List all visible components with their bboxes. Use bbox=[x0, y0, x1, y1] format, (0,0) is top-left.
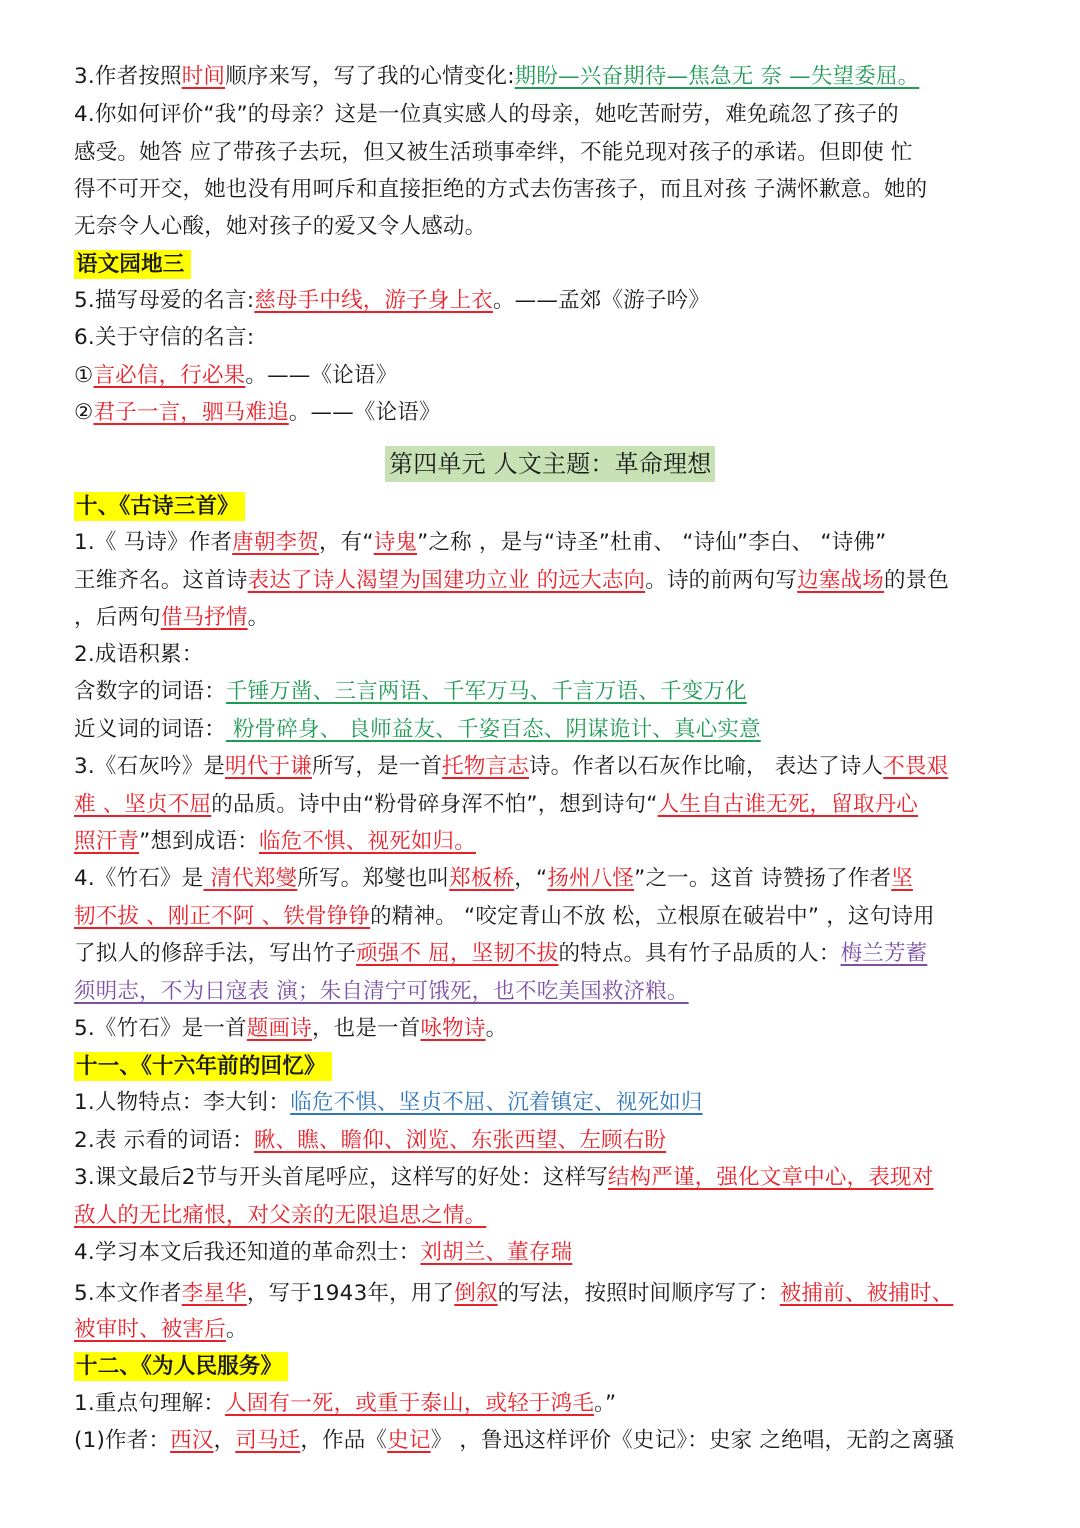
text: 3.作者按照 bbox=[74, 64, 182, 89]
text: ，后两句 bbox=[74, 605, 161, 630]
text: 所写，是一首 bbox=[311, 754, 443, 779]
text: 诗。作者以石灰作比喻， 表达了诗人 bbox=[528, 754, 884, 779]
answer-red: 题画诗 bbox=[246, 1016, 312, 1041]
text: 。 bbox=[485, 1016, 508, 1041]
text: 了拟人的修辞手法，写出竹子 bbox=[74, 941, 357, 966]
answer-red: 诗鬼 bbox=[373, 530, 418, 555]
line-mother-love-quote bbox=[74, 286, 710, 316]
answer-red: 君子一言，驷马难追 bbox=[93, 400, 289, 425]
paragraph-line bbox=[74, 902, 935, 932]
text: 的景色 bbox=[883, 568, 950, 593]
answer-red: 敌人的无比痛恨，对父亲的无限追思之情。 bbox=[74, 1203, 487, 1228]
answer-green: 粉骨碎身、 良师益友、千姿百态、阴谋诡计、真心实意 bbox=[225, 717, 761, 742]
answer-purple: 梅兰芳蓄 bbox=[840, 941, 928, 966]
answer-blue: 临危不惧、坚贞不屈、沉着镇定、视死如归 bbox=[290, 1090, 703, 1115]
answer-green: 千锤万凿、三言两语、千军万马、千言万语、千变万化 bbox=[225, 679, 747, 704]
text: ，有“ bbox=[318, 530, 374, 555]
answer-red: 结构严谨，强化文章中心，表现对 bbox=[607, 1165, 934, 1190]
text: 。诗的前两句写 bbox=[645, 568, 798, 593]
answer-red: 人固有一死，或重于泰山，或轻于鸿毛 bbox=[225, 1391, 595, 1416]
text: ，写于1943年，用了 bbox=[246, 1281, 455, 1306]
paragraph-line bbox=[74, 864, 913, 894]
paragraph-line bbox=[74, 528, 887, 558]
text: 的品质。诗中由“粉骨碎身浑不怕”，想到诗句“ bbox=[211, 792, 658, 817]
heading-wei-renmin-fuwu: 十二、《为人民服务》 bbox=[74, 1352, 288, 1381]
section-heading bbox=[74, 250, 191, 280]
text: 1.《 马诗》作者 bbox=[74, 530, 233, 555]
text: 。” bbox=[594, 1391, 617, 1416]
answer-red: 人生自古谁无死，留取丹心 bbox=[657, 792, 918, 817]
paragraph-line bbox=[74, 1279, 953, 1309]
text: ，作品《 bbox=[300, 1428, 388, 1453]
text: 5.《竹石》是一首 bbox=[74, 1016, 247, 1041]
text: 。——《论语》 bbox=[288, 400, 441, 425]
text: 5.本文作者 bbox=[74, 1281, 182, 1306]
paragraph-line: 感受。她答 应了带孩子去玩，但又被生活琐事牵绊，不能兑现对孩子的承诺。但即使 忙 bbox=[74, 140, 913, 165]
paragraph-line bbox=[74, 1238, 572, 1268]
text: ，“ bbox=[514, 866, 548, 891]
paragraph-line bbox=[74, 939, 927, 969]
text: ”之称 ，是与“诗圣”杜甫、 “诗仙”李白、 “诗佛” bbox=[417, 530, 887, 555]
paragraph-line bbox=[74, 1014, 507, 1044]
answer-red: 唐朝李贺 bbox=[232, 530, 319, 555]
text: 》 ，鲁迅这样评价《史记》：史家 之绝唱，无韵之离骚 bbox=[430, 1428, 955, 1453]
answer-red: 难 、坚贞不屈 bbox=[74, 792, 212, 817]
answer-red: 郑板桥 bbox=[449, 866, 515, 891]
text: ，也是一首 bbox=[311, 1016, 421, 1041]
text: 王维齐名。这首诗 bbox=[74, 568, 248, 593]
text: 顺序来写，写了我的心情变化: bbox=[225, 64, 515, 89]
paragraph-line bbox=[74, 1126, 666, 1156]
paragraph-line bbox=[74, 566, 949, 596]
text: ① bbox=[74, 363, 94, 388]
answer-red: 司马迁 bbox=[235, 1428, 301, 1453]
answer-purple: 须明志，不为日寇表 演；朱自清宁可饿死，也不吃美国救济粮。 bbox=[74, 979, 689, 1004]
paragraph-line bbox=[74, 790, 918, 820]
answer-red: 明代于谦 bbox=[225, 754, 312, 779]
paragraph-line bbox=[74, 677, 747, 707]
text: 3.课文最后2节与开头首尾呼应，这样写的好处：这样写 bbox=[74, 1165, 608, 1190]
section-heading bbox=[74, 1052, 332, 1082]
text: 4.《竹石》是 bbox=[74, 866, 204, 891]
answer-red: 坚 bbox=[891, 866, 913, 891]
answer-red: 扬州八怪 bbox=[547, 866, 635, 891]
answer-red: 刘胡兰、董存瑞 bbox=[420, 1240, 573, 1265]
answer-green: 期盼—兴奋期待—焦急无 奈 —失望委屈。 bbox=[514, 64, 920, 89]
answer-red: 借马抒情 bbox=[160, 605, 248, 630]
answer-red: 不畏艰 bbox=[883, 754, 949, 779]
answer-red: 照汗青 bbox=[74, 829, 140, 854]
paragraph-line: 6.关于守信的名言: bbox=[74, 325, 255, 350]
paragraph-line bbox=[74, 827, 476, 857]
paragraph-line bbox=[74, 752, 948, 782]
line-mood-change bbox=[74, 62, 919, 92]
answer-red: 言必信，行必果 bbox=[93, 363, 246, 388]
text: 。——孟郊《游子吟》 bbox=[492, 288, 710, 313]
paragraph-line bbox=[74, 1088, 703, 1118]
paragraph-line: 无奈令人心酸，她对孩子的爱又令人感动。 bbox=[74, 214, 487, 239]
answer-red: 临危不惧、视死如归。 bbox=[258, 829, 476, 854]
text: 2.表 示看的词语： bbox=[74, 1128, 254, 1153]
answer-red: 清代郑燮 bbox=[203, 866, 298, 891]
unit-title-text: 第四单元 人文主题：革命理想 bbox=[385, 446, 715, 482]
text: (1)作者： bbox=[74, 1428, 171, 1453]
text: 。 bbox=[225, 1317, 248, 1342]
text: 。 bbox=[247, 605, 270, 630]
section-heading bbox=[74, 492, 245, 522]
heading-shiliu-nian-qian: 十一、《十六年前的回忆》 bbox=[74, 1052, 332, 1081]
paragraph-line bbox=[74, 1426, 955, 1456]
answer-red: 瞅、瞧、瞻仰、浏览、东张西望、左顾右盼 bbox=[253, 1128, 667, 1153]
text: 近义词的词语： bbox=[74, 717, 226, 742]
line-quote-1 bbox=[74, 361, 397, 391]
text: ② bbox=[74, 400, 94, 425]
text: 3.《石灰吟》是 bbox=[74, 754, 226, 779]
answer-red: 顽强不 屈，坚韧不拔 bbox=[356, 941, 559, 966]
text: 的精神。 “咬定青山不放 松，立根原在破岩中” ，这句诗用 bbox=[370, 904, 935, 929]
answer-red: 咏物诗 bbox=[420, 1016, 486, 1041]
paragraph-line: 4.你如何评价“我”的母亲？这是一位真实感人的母亲，她吃苦耐劳，难免疏忽了孩子的 bbox=[74, 102, 899, 127]
answer-red: 被捕前、被捕时、 bbox=[779, 1281, 954, 1306]
paragraph-line bbox=[74, 977, 689, 1007]
answer-red: 韧不拔 、刚正不阿 、铁骨铮铮 bbox=[74, 904, 371, 929]
text: 4.学习本文后我还知道的革命烈士： bbox=[74, 1240, 421, 1265]
paragraph-line bbox=[74, 1201, 486, 1231]
answer-red: 慈母手中线，游子身上衣 bbox=[254, 288, 493, 313]
answer-red: 西汉 bbox=[170, 1428, 214, 1453]
text: 所写。郑燮也叫 bbox=[297, 866, 450, 891]
answer-red: 表达了诗人渴望为国建功立业 的远大志向 bbox=[247, 568, 646, 593]
paragraph-line bbox=[74, 1315, 248, 1345]
answer-red: 托物言志 bbox=[442, 754, 529, 779]
paragraph-line: 2.成语积累： bbox=[74, 642, 204, 667]
text: 含数字的词语： bbox=[74, 679, 226, 704]
section-heading bbox=[74, 1352, 288, 1382]
unit-title bbox=[385, 446, 715, 482]
paragraph-line bbox=[74, 715, 761, 745]
text: 1.人物特点：李大钊： bbox=[74, 1090, 291, 1115]
text: ”想到成语： bbox=[139, 829, 259, 854]
text: 。——《论语》 bbox=[245, 363, 398, 388]
heading-gushi-sanshou: 十、《古诗三首》 bbox=[74, 492, 245, 521]
paragraph-line bbox=[74, 1389, 616, 1419]
text: 的写法，按照时间顺序写了： bbox=[497, 1281, 780, 1306]
heading-yuwen-yuandi-3: 语文园地三 bbox=[74, 250, 191, 279]
answer-red: 倒叙 bbox=[454, 1281, 498, 1306]
paragraph-line: 得不可开交，她也没有用呵斥和直接拒绝的方式去伤害孩子，而且对孩 子满怀歉意。她的 bbox=[74, 177, 928, 202]
text: 的特点。具有竹子品质的人： bbox=[558, 941, 841, 966]
text: 1.重点句理解： bbox=[74, 1391, 226, 1416]
answer-red: 史记 bbox=[387, 1428, 431, 1453]
answer-red: 边塞战场 bbox=[797, 568, 884, 593]
answer-red: 时间 bbox=[181, 64, 226, 89]
answer-red: 被审时、被害后 bbox=[74, 1317, 226, 1342]
paragraph-line bbox=[74, 603, 269, 633]
text: ， bbox=[213, 1428, 236, 1453]
answer-red: 李星华 bbox=[181, 1281, 247, 1306]
paragraph-line bbox=[74, 1163, 933, 1193]
text: 5.描写母爱的名言: bbox=[74, 288, 255, 313]
line-quote-2 bbox=[74, 398, 441, 428]
text: ”之一。这首 诗赞扬了作者 bbox=[634, 866, 892, 891]
